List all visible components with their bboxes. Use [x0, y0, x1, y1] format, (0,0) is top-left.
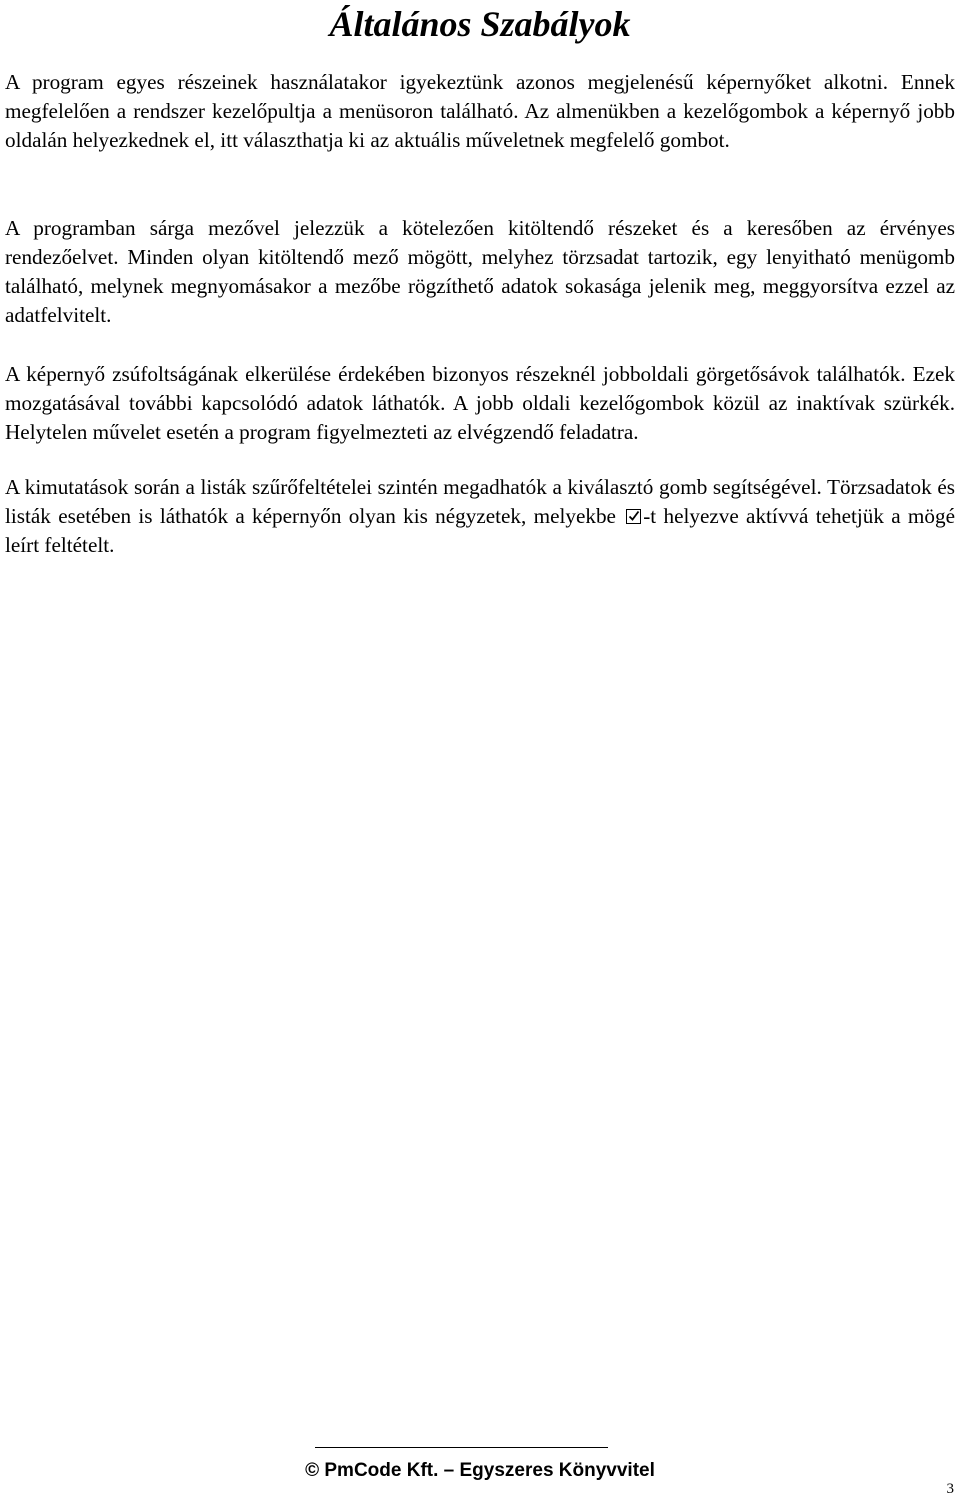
page-number: 3: [946, 1481, 954, 1497]
checked-box-icon: [626, 509, 641, 524]
paragraph-filters-text-before: A kimutatások során a listák szűrőfeltételei szintén megadhatók a kiválasztó gomb segítségével. Törzsadatok és listák esetében is láthatók a képernyőn olyan kis négyzetek, melyekbe: [5, 475, 955, 528]
paragraph-intro: A program egyes részeinek használatakor igyekeztünk azonos megjelenésű képernyőket alkotni. Ennek megfelelően a rendszer kezelőpultja a menüsoron található. Az almenükben a kezelőgombok a képernyő jobb oldalán helyezkednek el, itt választhatja ki az aktuális műveletnek megfelelő gombot.: [5, 70, 955, 152]
footer-text: © PmCode Kft. – Egyszeres Könyvvitel: [305, 1460, 655, 1481]
page-title: Általános Szabályok: [329, 4, 631, 44]
paragraph-required-fields: A programban sárga mezővel jelezzük a kötelezően kitöltendő részeket és a keresőben az érvényes rendezőelvet. Minden olyan kitöltendő mező mögött, melyhez törzsadat tartozik, egy lenyitható menügomb található, melynek megnyomásakor a mezőbe rögzíthető adatok sokasága jelenik meg, meggyorsítva ezzel az adatfelvitelt.: [5, 216, 955, 327]
paragraph-filters-text-after: -t helyezve aktívvá tehetjük a mögé leírt feltételt.: [5, 504, 955, 557]
document-body: [5, 68, 955, 590]
footer-divider: [315, 1447, 608, 1448]
paragraph-filters: [5, 473, 955, 560]
paragraph-scrollbars: A képernyő zsúfoltságának elkerülése érdekében bizonyos részeknél jobboldali görgetősávok találhatók. Ezek mozgatásával további kapcsolódó adatok láthatók. A jobb oldali kezelőgombok közül az inaktívak szürkék. Helytelen művelet esetén a program figyelmezteti az elvégzendő feladatra.: [5, 362, 955, 444]
